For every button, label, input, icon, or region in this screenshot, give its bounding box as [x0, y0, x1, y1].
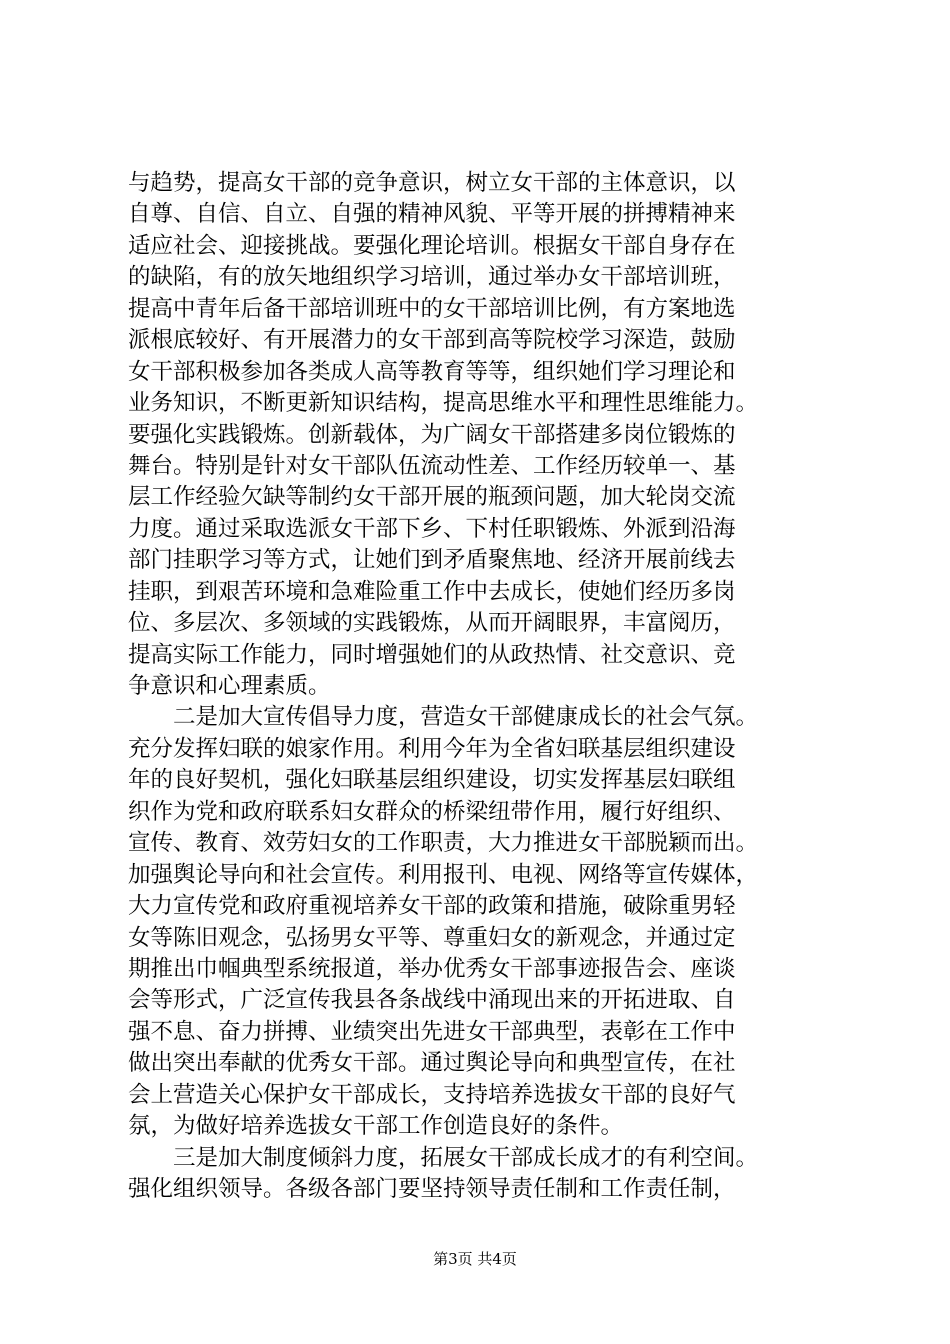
text-line: 争意识和心理素质。	[128, 673, 331, 699]
page-number-footer: 第3页 共4页	[433, 1250, 517, 1268]
paragraph-start-line: 三是加大制度倾斜力度，拓展女干部成长成才的有利空间。	[128, 1144, 759, 1171]
text-line: 提高中青年后备干部培训班中的女干部培训比例，有方案地选	[128, 295, 736, 322]
text-line: 适应社会、迎接挑战。要强化理论培训。根据女干部自身存在	[128, 232, 736, 259]
text-line: 部门挂职学习等方式，让她们到矛盾聚焦地、经济开展前线去	[128, 547, 736, 574]
text-line: 年的良好契机，强化妇联基层组织建设，切实发挥基层妇联组	[128, 767, 736, 794]
text-line: 位、多层次、多领域的实践锻炼，从而开阔眼界，丰富阅历，	[128, 610, 736, 637]
text-line: 力度。通过采取选派女干部下乡、下村任职锻炼、外派到沿海	[128, 515, 736, 542]
text-line: 大力宣传党和政府重视培养女干部的政策和措施，破除重男轻	[128, 893, 736, 920]
text-line: 与趋势，提高女干部的竞争意识，树立女干部的主体意识，以	[128, 170, 736, 196]
paragraph-start-line: 二是加大宣传倡导力度，营造女干部健康成长的社会气氛。	[128, 704, 759, 731]
text-line: 宣传、教育、效劳妇女的工作职责，大力推进女干部脱颖而出。	[128, 830, 759, 857]
text-line: 派根底较好、有开展潜力的女干部到高等院校学习深造，鼓励	[128, 327, 736, 354]
document-body	[128, 168, 828, 1205]
text-line: 女干部积极参加各类成人高等教育等等，组织她们学习理论和	[128, 358, 736, 385]
text-line: 期推出巾帼典型系统报道，举办优秀女干部事迹报告会、座谈	[128, 955, 736, 982]
text-line: 强化组织领导。各级各部门要坚持领导责任制和工作责任制，	[128, 1176, 736, 1202]
text-line: 加强舆论导向和社会宣传。利用报刊、电视、网络等宣传媒体，	[128, 861, 759, 888]
text-line: 提高实际工作能力，同时增强她们的从政热情、社交意识、竞	[128, 641, 736, 668]
text-line: 层工作经验欠缺等制约女干部开展的瓶颈问题，加大轮岗交流	[128, 484, 736, 511]
text-line: 做出突出奉献的优秀女干部。通过舆论导向和典型宣传，在社	[128, 1050, 736, 1077]
text-line: 业务知识，不断更新知识结构，提高思维水平和理性思维能力。	[128, 390, 759, 417]
text-line: 织作为党和政府联系妇女群众的桥梁纽带作用，履行好组织、	[128, 798, 736, 825]
text-line: 充分发挥妇联的娘家作用。利用今年为全省妇联基层组织建设	[128, 735, 736, 762]
text-line: 的缺陷，有的放矢地组织学习培训，通过举办女干部培训班，	[128, 264, 736, 291]
text-line: 会等形式，广泛宣传我县各条战线中涌现出来的开拓进取、自	[128, 987, 736, 1014]
text-line: 强不息、奋力拼搏、业绩突出先进女干部典型，表彰在工作中	[128, 1018, 736, 1045]
text-line: 要强化实践锻炼。创新载体，为广阔女干部搭建多岗位锻炼的	[128, 421, 736, 448]
text-line: 自尊、自信、自立、自强的精神风貌、平等开展的拼搏精神来	[128, 201, 736, 228]
text-line: 会上营造关心保护女干部成长，支持培养选拔女干部的良好气	[128, 1081, 736, 1108]
text-line: 女等陈旧观念，弘扬男女平等、尊重妇女的新观念，并通过定	[128, 924, 736, 951]
text-line: 氛，为做好培养选拔女干部工作创造良好的条件。	[128, 1113, 624, 1140]
text-line: 挂职，到艰苦环境和急难险重工作中去成长，使她们经历多岗	[128, 578, 736, 605]
text-line: 舞台。特别是针对女干部队伍流动性差、工作经历较单一、基	[128, 452, 736, 479]
